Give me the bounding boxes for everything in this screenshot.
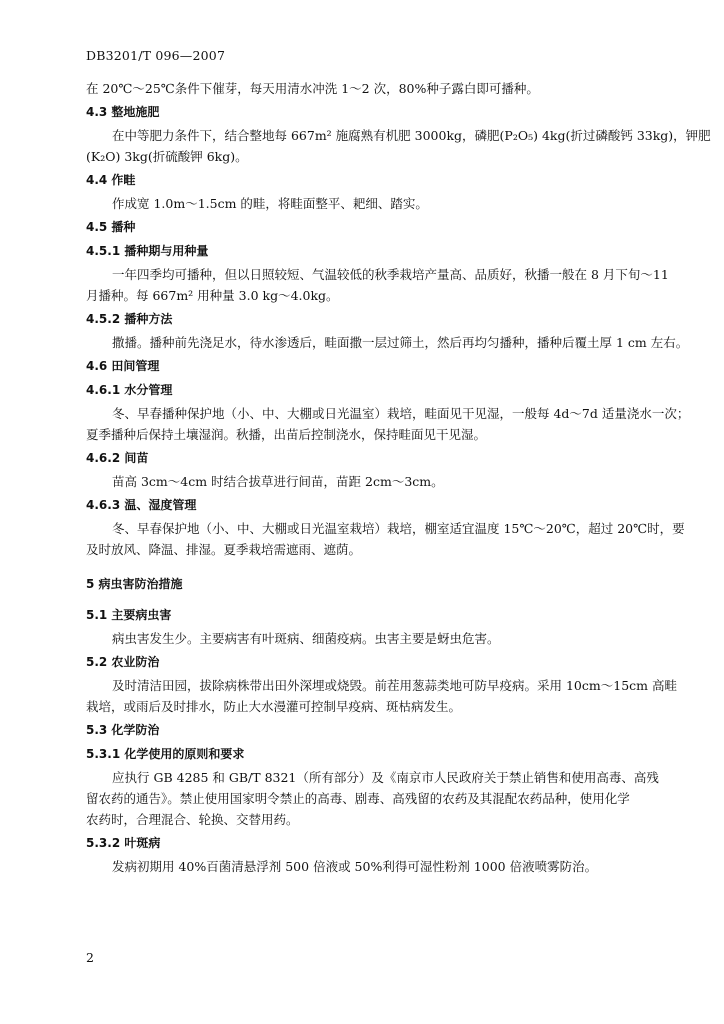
section-heading: 4.3 整地施肥 bbox=[86, 105, 160, 119]
section-heading: 5.2 农业防治 bbox=[86, 655, 160, 669]
section-heading: 4.5.1 播种期与用种量 bbox=[86, 244, 209, 258]
paragraph-line: 农药时，合理混合、轮换、交替用药。 bbox=[86, 812, 299, 827]
section-heading: 4.6.3 温、湿度管理 bbox=[86, 498, 197, 512]
paragraph-line: 及时清洁田园，拔除病株带出田外深埋或烧毁。前茬用葱蒜类地可防早疫病。采用 10cm～15cm 高畦 bbox=[112, 678, 677, 693]
section-heading: 4.6 田间管理 bbox=[86, 359, 160, 373]
paragraph-line: 病虫害发生少。主要病害有叶斑病、细菌疫病。虫害主要是蚜虫危害。 bbox=[112, 631, 500, 646]
section-heading: 4.6.2 间苗 bbox=[86, 451, 149, 465]
paragraph-line: 在中等肥力条件下，结合整地每 667m² 施腐熟有机肥 3000kg，磷肥(P₂O₅) 4kg(折过磷酸钙 33kg)，钾肥 bbox=[112, 128, 711, 143]
section-heading: 5.3.2 叶斑病 bbox=[86, 836, 161, 850]
paragraph-line: 作成宽 1.0m～1.5cm 的畦，将畦面整平、耙细、踏实。 bbox=[112, 196, 428, 211]
paragraph-line: 撒播。播种前先浇足水，待水渗透后，畦面撒一层过筛土，然后再均匀播种，播种后覆土厚 1 cm 左右。 bbox=[112, 335, 689, 350]
paragraph-line: 一年四季均可播种，但以日照较短、气温较低的秋季栽培产量高、品质好，秋播一般在 8 月下旬～11 bbox=[112, 267, 669, 282]
section-heading: 4.4 作畦 bbox=[86, 173, 136, 187]
section-heading: 5 病虫害防治措施 bbox=[86, 577, 183, 591]
document-id-header: DB3201/T 096—2007 bbox=[86, 48, 226, 63]
document-body bbox=[86, 78, 711, 877]
paragraph-line: 在 20℃～25℃条件下催芽，每天用清水冲洗 1～2 次，80%种子露白即可播种。 bbox=[86, 81, 539, 96]
paragraph-line: 冬、早春保护地（小、中、大棚或日光温室栽培）栽培，棚室适宜温度 15℃～20℃，超过 20℃时，要 bbox=[112, 521, 685, 536]
paragraph-line: (K₂O) 3kg(折硫酸钾 6kg)。 bbox=[86, 149, 248, 164]
paragraph-line: 应执行 GB 4285 和 GB/T 8321（所有部分）及《南京市人民政府关于禁止销售和使用高毒、高残 bbox=[112, 770, 659, 785]
section-heading: 4.6.1 水分管理 bbox=[86, 383, 173, 397]
page-number: 2 bbox=[86, 950, 94, 965]
paragraph-line: 夏季播种后保持土壤湿润。秋播，出苗后控制浇水，保持畦面见干见湿。 bbox=[86, 427, 487, 442]
section-heading: 5.3.1 化学使用的原则和要求 bbox=[86, 747, 245, 761]
section-heading: 5.3 化学防治 bbox=[86, 723, 160, 737]
paragraph-line: 苗高 3cm～4cm 时结合拔草进行间苗，苗距 2cm～3cm。 bbox=[112, 474, 444, 489]
section-heading: 5.1 主要病虫害 bbox=[86, 608, 172, 622]
section-heading: 4.5.2 播种方法 bbox=[86, 312, 173, 326]
paragraph-line: 发病初期用 40%百菌清悬浮剂 500 倍液或 50%利得可湿性粉剂 1000 倍液喷雾防治。 bbox=[112, 859, 598, 874]
paragraph-line: 栽培，或雨后及时排水，防止大水漫灌可控制早疫病、斑枯病发生。 bbox=[86, 699, 462, 714]
section-heading: 4.5 播种 bbox=[86, 220, 136, 234]
paragraph-line: 及时放风、降温、排湿。夏季栽培需遮雨、遮荫。 bbox=[86, 542, 362, 557]
paragraph-line: 留农药的通告》。禁止使用国家明令禁止的高毒、剧毒、高残留的农药及其混配农药品种，使用化学 bbox=[86, 791, 630, 806]
paragraph-line: 冬、早春播种保护地（小、中、大棚或日光温室）栽培，畦面见干见湿，一般每 4d～7d 适量浇水一次； bbox=[112, 406, 690, 421]
paragraph-line: 月播种。每 667m² 用种量 3.0 kg～4.0kg。 bbox=[86, 288, 339, 303]
